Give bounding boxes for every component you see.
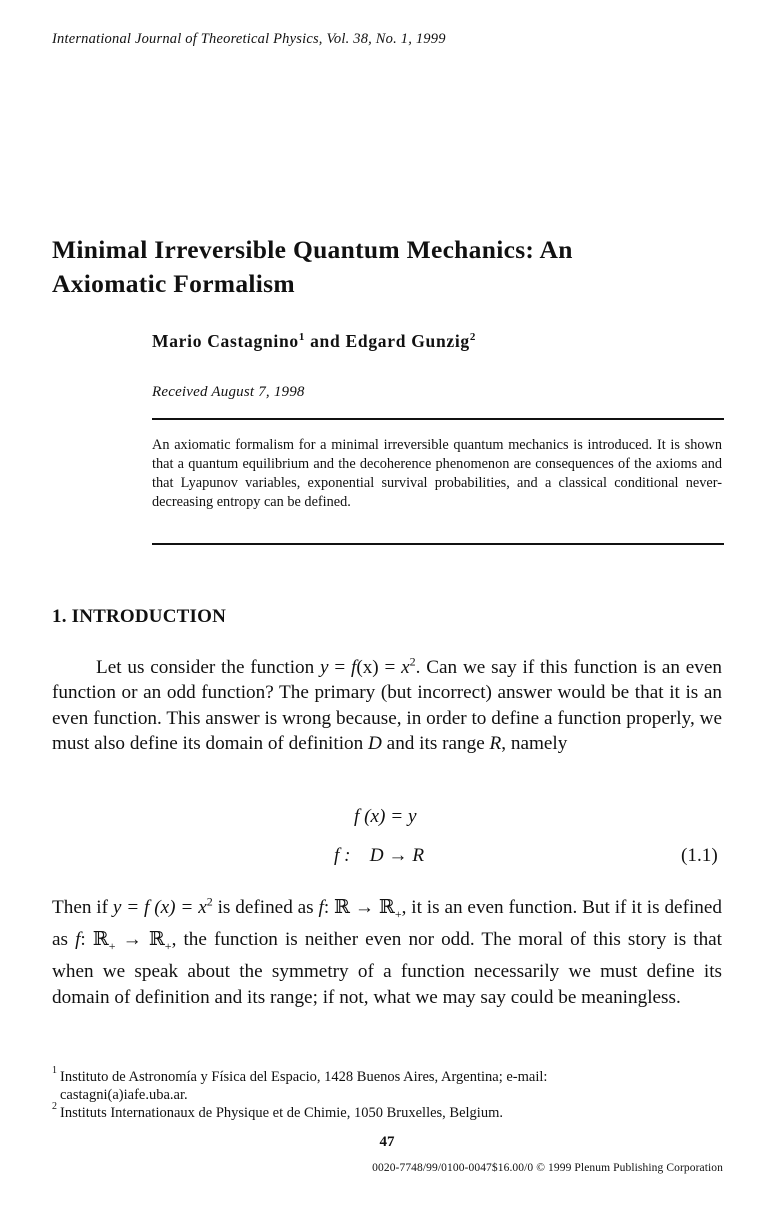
footnotes [52,1065,724,1122]
paragraph-1-text [52,655,722,756]
math-subscript-plus: + [164,938,172,953]
text-run: is defined as [212,897,319,918]
copyright-footer: 0020-7748/99/0100-0047$16.00/0 © 1999 Plenum Publishing Corporation [372,1162,723,1174]
text-run: , it is an even function. But if it is defined as [52,897,722,951]
footnote-1-email: castagni(a)iafe.uba.ar. [60,1087,188,1103]
math-expression: y = f (x) = x [112,897,207,918]
author-2-footnote-mark: 2 [469,331,477,344]
math-equals: = [378,657,402,678]
math-f: f [318,897,324,918]
text-run: . Can we say if this function is an even function or an odd function? The primary (but incorrect) answer would be that it is an even function. This answer is wrong because, in order to define a function properly, we must also define its domain of definition [52,657,722,754]
math-y: y [320,657,329,678]
math-mapping: : ℝ [80,929,109,951]
intro-paragraph-2 [52,895,722,1010]
math-exponent: 2 [206,894,213,909]
math-subscript-plus: + [394,906,402,921]
text-run: , namely [501,732,568,754]
math-f: f [75,929,81,951]
equation-f: f : [334,845,351,866]
math-equals: = [328,657,351,678]
footnote-2 [52,1101,724,1122]
equation-line-2 [334,845,424,867]
math-R: R [489,732,502,754]
received-date: Received August 7, 1998 [152,384,305,400]
text-run: , the function is neither even nor odd. The moral of this story is that when we speak about the symmetry of a function necessarily we must define its domain of definition and its range; if not, what we may say could be meaningless. [52,929,723,1008]
math-exponent: 2 [409,654,416,669]
page-number: 47 [379,1134,395,1150]
text-run: and its range [381,732,490,754]
abstract-top-rule [152,418,724,420]
journal-header: International Journal of Theoretical Physics, Vol. 38, No. 1, 1999 [52,31,446,47]
footnote-2-mark: 2 [52,1101,57,1112]
equation-number: (1.1) [681,845,718,866]
math-arrow: → ℝ [115,929,165,951]
intro-paragraph-1 [52,655,722,756]
footnote-1 [52,1065,724,1104]
text-run: Let us consider the function [96,657,321,678]
author-list [152,331,476,352]
author-1: Mario Castagnino [152,331,299,351]
text-run: Then if [52,897,113,918]
math-mapping: : ℝ → ℝ [323,897,395,918]
paper-title [52,233,732,301]
equation-mapping: D → R [369,845,425,866]
math-D: D [368,732,382,754]
footnote-2-text: Instituts Internationaux de Physique et de Chimie, 1050 Bruxelles, Belgium. [60,1105,503,1121]
author-conjunction: and [310,331,341,351]
math-x-arg: (x) [356,657,379,678]
title-line-1: Minimal Irreversible Quantum Mechanics: An [52,235,573,264]
equation-line-1: f (x) = y [354,806,417,827]
math-x: x [401,657,410,678]
abstract: An axiomatic formalism for a minimal irreversible quantum mechanics is introduced. It is shown that a quantum equilibrium and the decoherence phenomenon are consequences of the axioms and that Lyapunov variables, exponential survival probabilities, and a classical conditional never-decreasing entropy can be defined. [152,437,722,510]
footnote-1-text: Instituto de Astronomía y Física del Espacio, 1428 Buenos Aires, Argentina; e-mail: [60,1069,548,1085]
title-line-2: Axiomatic Formalism [52,269,295,298]
section-heading: 1. INTRODUCTION [52,606,227,627]
math-subscript-plus: + [108,938,116,953]
author-2: Edgard Gunzig [345,331,470,351]
math-f: f [350,657,357,678]
author-1-footnote-mark: 1 [298,331,306,344]
footnote-1-mark: 1 [52,1065,57,1076]
abstract-bottom-rule [152,543,724,545]
